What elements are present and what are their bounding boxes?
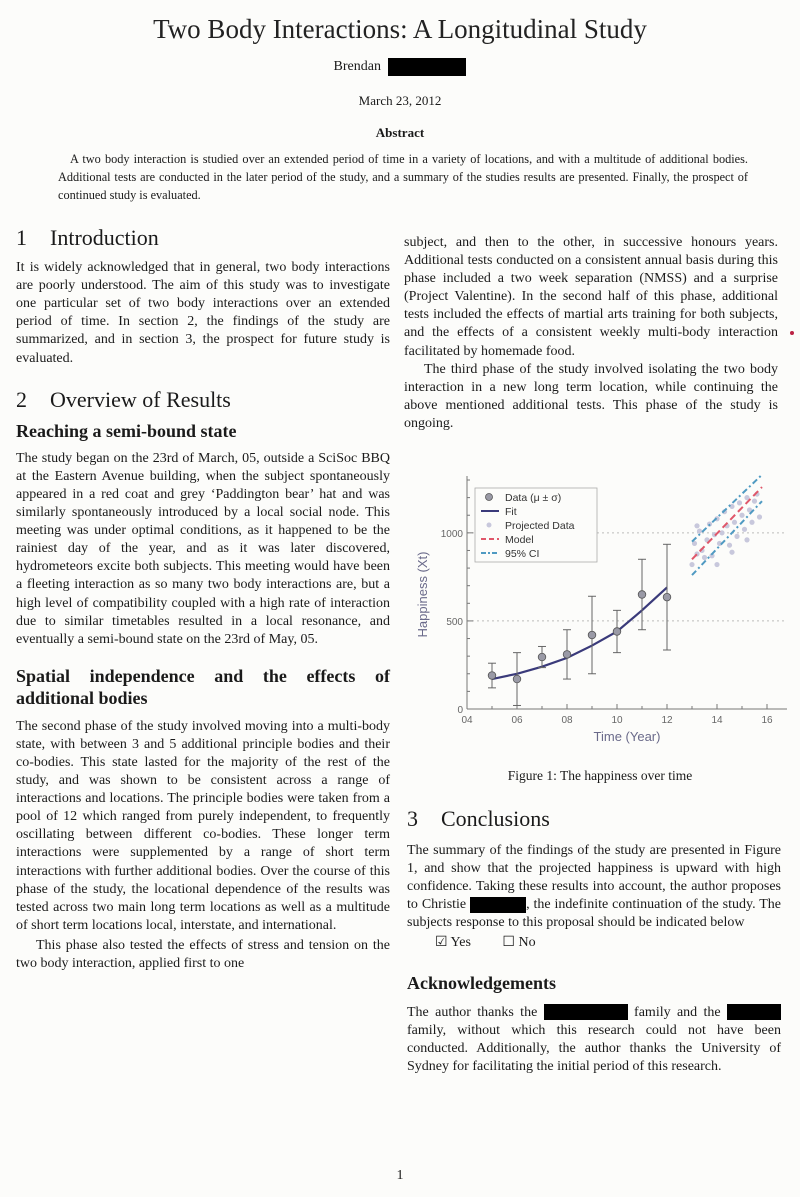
legend-marker [487, 523, 492, 528]
redaction-bar [388, 58, 466, 76]
projected-point [714, 562, 719, 567]
y-tick-label: 1000 [440, 528, 463, 540]
redaction-bar [470, 897, 526, 913]
author-line [0, 58, 800, 76]
abstract-text: A two body interaction is studied over an extended period of time in a variety of locations, and with a multitude of additional bodies. Additional tests are conducted in the later period of the study, and a summary of the studies results are presented. Finally, the prospect of continued study is evaluated. [58, 152, 748, 202]
projected-point [689, 562, 694, 567]
projected-point [739, 513, 744, 518]
left-column [16, 225, 390, 973]
section-heading-conclusions: 3 Conclusions [407, 806, 550, 831]
section-heading-overview: 2 Overview of Results [16, 386, 231, 412]
projected-point [749, 520, 754, 525]
x-tick-label: 16 [761, 715, 773, 726]
figure-1 [405, 472, 800, 762]
spatial-paragraph: The second phase of the study involved moving into a multi-body state, with between 3 and 5 additional principle bodies and their co-bodies. This state lasted for the majority of the rest of the study, and was shown to be consistent across a range of interactions and locations. The principle bodies were taken from a pool of 12 which ranged from purely independent, to frequently oscillating between different co-bodies. These longer term interactions were supplemented by a range of short term interactions with further additional bodies. Over the course of this phase of the study, the locational dependence of the results was tested across two main long term locations as well as a multitude of short term locations local, interstate, and international. [16, 718, 390, 933]
y-tick-label: 0 [457, 705, 463, 716]
section-heading-introduction: 1 Introduction [16, 225, 159, 250]
x-tick-label: 14 [711, 715, 723, 726]
legend-label: Model [505, 534, 534, 546]
semi-bound-paragraph: The study began on the 23rd of March, 05, outside a SciSoc BBQ at the Eastern Avenue building, when the subject spontaneously appeared in a red coat and grey ‘Paddington bear’ hat and was similarly spontaneously introduced by a local social node. This meeting was under optimal conditions, as it happened to be the rainiest day of the year, and as it was later discovered, hydrometeors excite both subjects. This meeting would have been a fleeting interaction as so many two body interactions are, but a high level of compatibility coupled with a high rate of interaction due to similar timetables resulted in a local resonance, and eventually a semi-bound state on the 23rd of May, 05. [16, 450, 390, 647]
data-point [538, 653, 546, 661]
stress-paragraph-start: This phase also tested the effects of stress and tension on the two body interaction, applied first to one [16, 937, 390, 971]
x-tick-label: 06 [511, 715, 523, 726]
projected-point [732, 520, 737, 525]
page-number: 1 [396, 1168, 404, 1183]
projected-point [737, 500, 742, 505]
x-tick-label: 12 [661, 715, 673, 726]
legend-marker [486, 494, 493, 501]
legend-label: 95% CI [505, 548, 540, 560]
right-column-top [404, 234, 778, 433]
ci-upper-line [692, 475, 762, 542]
redaction-bar [727, 1004, 781, 1020]
data-point [588, 631, 596, 639]
no-checkbox[interactable]: ☐ [502, 934, 515, 950]
author-name: Brendan [333, 59, 381, 75]
subsection-heading-semi-bound: Reaching a semi-bound state [16, 420, 237, 441]
projected-point [744, 537, 749, 542]
legend-label: Data (μ ± σ) [505, 492, 562, 504]
projected-point [752, 499, 757, 504]
y-axis-label: Happiness (Xt) [415, 551, 430, 638]
projected-point [694, 523, 699, 528]
happiness-chart [405, 472, 800, 762]
acknowledgements-heading: Acknowledgements [407, 972, 556, 993]
right-column-bottom [407, 806, 782, 1076]
redaction-bar [544, 1004, 628, 1020]
x-axis-label: Time (Year) [593, 729, 661, 744]
data-point [563, 651, 571, 659]
subsection-heading-spatial: Spatial independence and the effects of additional bodies [16, 665, 390, 708]
legend-label: Fit [505, 506, 517, 518]
paper-date: March 23, 2012 [358, 93, 442, 108]
response-options [407, 934, 781, 952]
projected-point [702, 555, 707, 560]
data-point [488, 672, 496, 680]
no-label: No [518, 934, 536, 950]
y-tick-label: 500 [446, 616, 463, 628]
stress-paragraph-continued: subject, and then to the other, in successive honours years. Additional tests conducted on a consistent annual basis during this phase included a two week separation (NMSS) and a surprise (Project Valentine). In the second half of this phase, additional tests included the effects of martial arts training for both subjects, and the effects of a consistent weekly multi-body interaction facilitated by homemade food. [404, 235, 778, 359]
abstract-heading: Abstract [375, 125, 425, 140]
x-tick-label: 10 [611, 715, 623, 726]
projected-point [742, 527, 747, 532]
figure-caption: Figure 1: The happiness over time [507, 768, 693, 783]
projected-point [727, 543, 732, 548]
projected-point [734, 534, 739, 539]
third-phase-paragraph: The third phase of the study involved isolating the two body interaction in a new long term location, while continuing the above mentioned additional tests. This phase of the study is ongoing. [404, 361, 778, 431]
yes-checkbox[interactable]: ☑ [435, 934, 448, 950]
data-point [513, 675, 521, 683]
x-tick-label: 04 [461, 715, 473, 726]
legend-label: Projected Data [505, 520, 575, 532]
ink-dot [790, 331, 794, 335]
projected-point [729, 550, 734, 555]
conclusions-paragraph: The summary of the findings of the study are presented in Figure 1, and show that the projected happiness is upward with high confidence. Taking these results into account, the author proposes to Christie , the indefinite continuation of the study. The subjects response to this proposal should be indicated below [407, 843, 782, 931]
yes-label: Yes [450, 934, 471, 950]
x-tick-label: 08 [561, 715, 573, 726]
data-point [663, 593, 671, 601]
data-point [638, 591, 646, 599]
data-point [613, 628, 621, 636]
fit-line [492, 587, 667, 679]
projected-point [697, 528, 702, 533]
intro-paragraph: It is widely acknowledged that in general, two body interactions are poorly understood. The aim of this study was to investigate one particular set of two body interactions over an extended period of time. In section 2, the findings of the study are summarized, and in section 3, the prospect for future study is evaluated. [16, 260, 390, 366]
projected-point [757, 514, 762, 519]
acknowledgements-paragraph: The author thanks the family and the family, without which this research could not have been conducted. Additionally, the author thanks the University of Sydney for facilitating the initial period of this research. [407, 1004, 781, 1074]
paper-title: Two Body Interactions: A Longitudinal Study [153, 14, 647, 44]
chart-legend [475, 488, 597, 562]
